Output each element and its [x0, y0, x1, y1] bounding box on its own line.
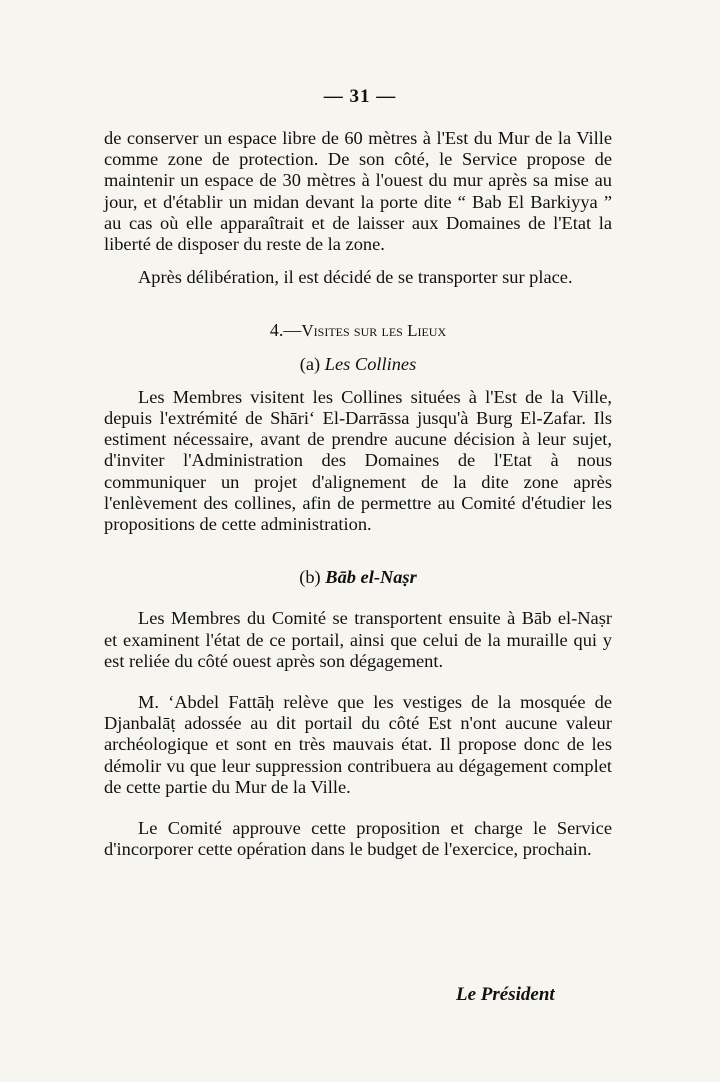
- paragraph-mosquee: M. ‘Abdel Fattāḥ relève que les vestiges de la mosquée de Djanbalāṭ adossée au dit portail du côté Est n'ont aucune valeur archéologique et sont en très mauvais état. Il propose donc de les démolir vu que leur suppression contribuera au dégagement complet de cette partie du Mur de la Ville.: [104, 692, 612, 797]
- paragraph-deliberation: Après délibération, il est décidé de se transporter sur place.: [138, 267, 573, 288]
- subsection-a-title: Les Collines: [324, 353, 417, 374]
- document-body: [104, 128, 612, 860]
- section-number: 4.—: [269, 320, 302, 341]
- subsection-a-heading: [104, 354, 612, 375]
- section-title: Visites sur les Lieux: [301, 321, 447, 341]
- paragraph-comite: Le Comité approuve cette proposition et charge le Service d'incorporer cette opération dans le budget de l'exercice, prochain.: [104, 818, 612, 860]
- paragraph-bab-el-nasr: Les Membres du Comité se transportent ensuite à Bāb el-Naṣr et examinent l'état de ce portail, ainsi que celui de la muraille qui y est reliée du côté ouest après son dégagement.: [104, 608, 612, 671]
- subsection-b-title: Bāb el-Naṣr: [325, 567, 417, 588]
- paragraph-collines: Les Membres visitent les Collines situées à l'Est de la Ville, depuis l'extrémité de Shāri‘ El-Darrāssa jusqu'à Burg El-Zafar. Ils estiment nécessaire, avant de prendre aucune décision à leur sujet, d'inviter l'Administration des Domaines de l'Etat à nous communiquer un projet d'alignement de la dite zone après l'enlèvement des collines, afin de permettre au Comité d'étudier les propositions de cette administration.: [104, 386, 612, 535]
- section-heading: [104, 320, 612, 341]
- signature-president: Le Président: [456, 984, 555, 1005]
- subsection-a-label: (a): [299, 353, 321, 374]
- page-number: — 31 —: [323, 86, 397, 107]
- paragraph-zone-protection: de conserver un espace libre de 60 mètres à l'Est du Mur de la Ville comme zone de protection. De son côté, le Service propose de maintenir un espace de 30 mètres à l'ouest du mur après sa mise au jour, et d'établir un midan devant la porte dite “ Bab El Barkiyya ” au cas où elle apparaîtrait et de laisser aux Domaines de l'Etat la liberté de disposer du reste de la zone.: [104, 128, 612, 255]
- subsection-b-heading: [104, 567, 612, 588]
- subsection-b-label: (b): [299, 567, 321, 588]
